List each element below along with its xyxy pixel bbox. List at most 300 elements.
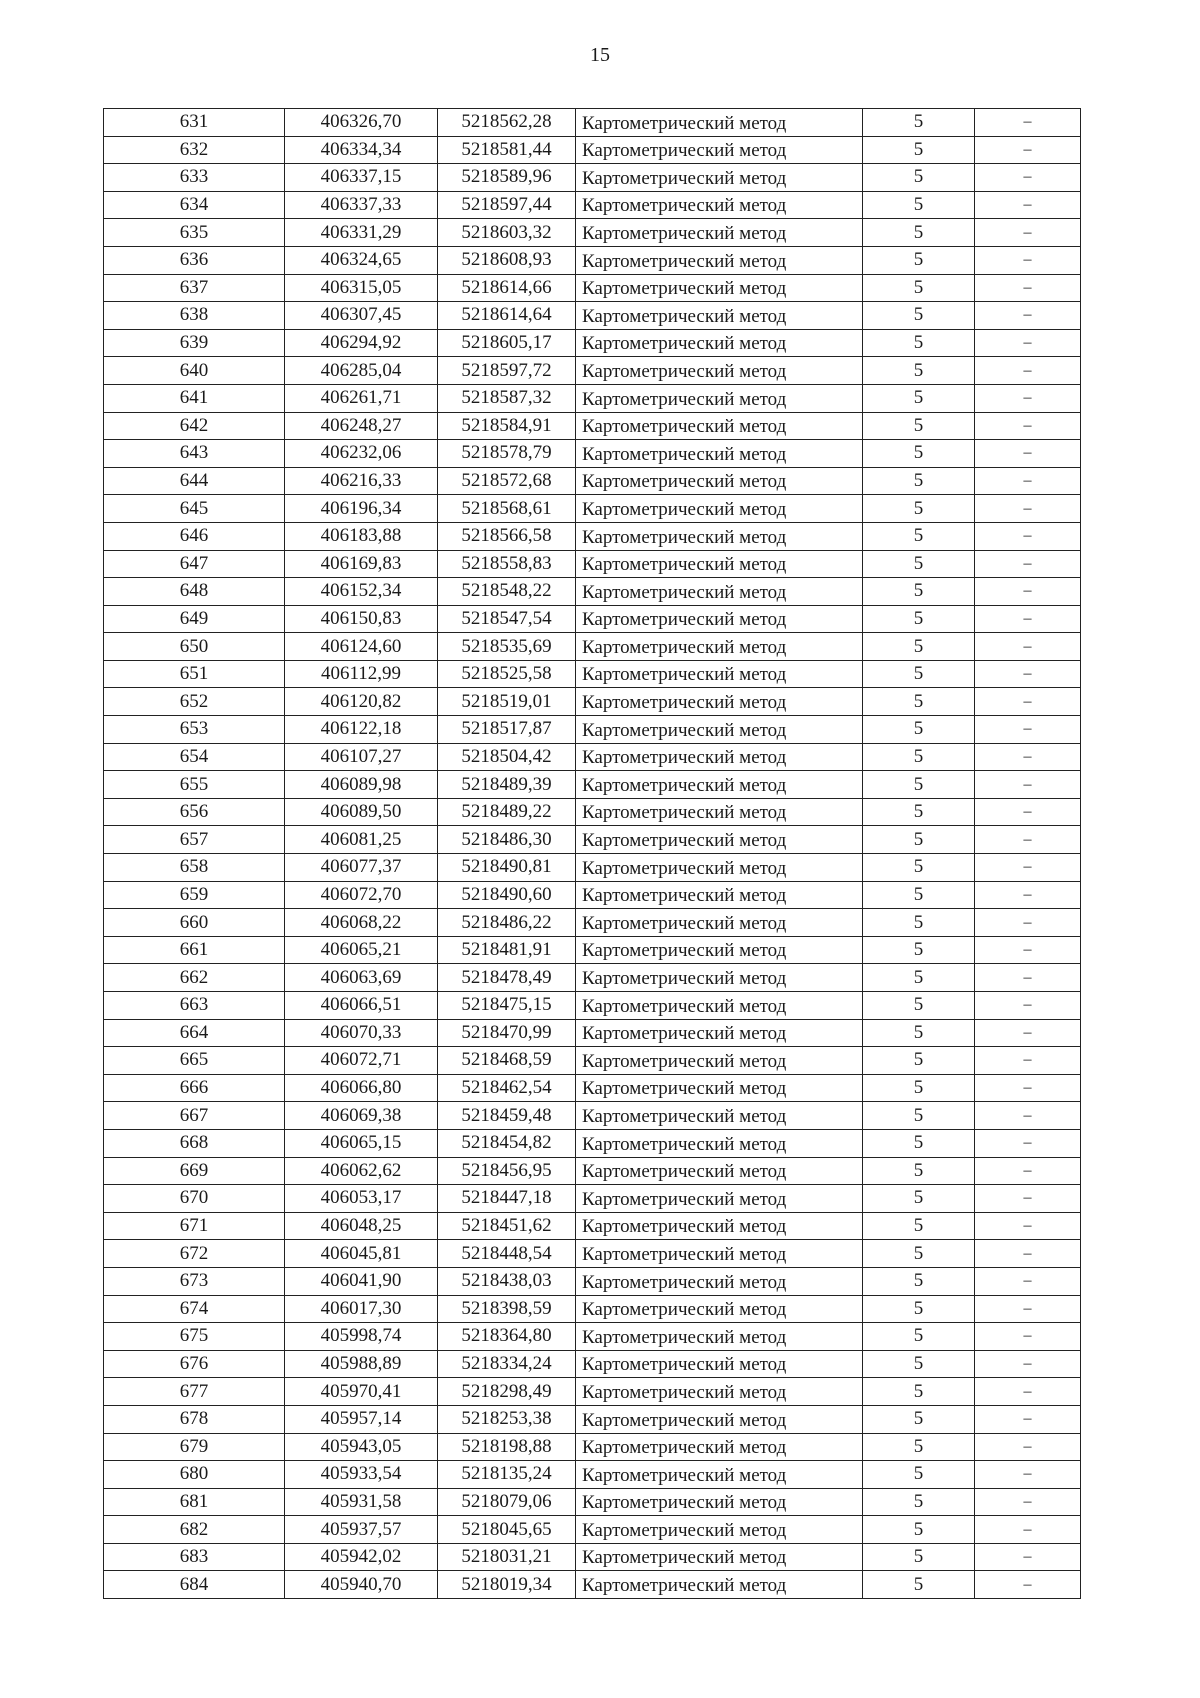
method-cell: Картометрический метод — [576, 578, 863, 606]
accuracy-cell: 5 — [863, 743, 975, 771]
x-coordinate-cell: 406248,27 — [285, 412, 438, 440]
x-coordinate-cell: 405931,58 — [285, 1488, 438, 1516]
y-coordinate-cell: 5218535,69 — [438, 633, 576, 661]
accuracy-cell: 5 — [863, 246, 975, 274]
point-number-cell: 662 — [104, 964, 285, 992]
table-row — [104, 688, 1081, 716]
x-coordinate-cell: 406307,45 — [285, 302, 438, 330]
note-cell: – — [975, 1323, 1081, 1351]
table-row — [104, 1074, 1081, 1102]
point-number-cell: 676 — [104, 1350, 285, 1378]
x-coordinate-cell: 405940,70 — [285, 1571, 438, 1599]
accuracy-cell: 5 — [863, 412, 975, 440]
point-number-cell: 637 — [104, 274, 285, 302]
accuracy-cell: 5 — [863, 1185, 975, 1213]
x-coordinate-cell: 406070,33 — [285, 1019, 438, 1047]
table-row — [104, 1267, 1081, 1295]
note-cell: – — [975, 1019, 1081, 1047]
point-number-cell: 670 — [104, 1185, 285, 1213]
accuracy-cell: 5 — [863, 1571, 975, 1599]
y-coordinate-cell: 5218398,59 — [438, 1295, 576, 1323]
method-cell: Картометрический метод — [576, 384, 863, 412]
method-cell: Картометрический метод — [576, 881, 863, 909]
x-coordinate-cell: 406045,81 — [285, 1240, 438, 1268]
point-number-cell: 678 — [104, 1405, 285, 1433]
note-cell: – — [975, 246, 1081, 274]
accuracy-cell: 5 — [863, 329, 975, 357]
method-cell: Картометрический метод — [576, 936, 863, 964]
accuracy-cell: 5 — [863, 1047, 975, 1075]
note-cell: – — [975, 1240, 1081, 1268]
note-cell: – — [975, 936, 1081, 964]
x-coordinate-cell: 406053,17 — [285, 1185, 438, 1213]
y-coordinate-cell: 5218490,81 — [438, 854, 576, 882]
x-coordinate-cell: 406331,29 — [285, 219, 438, 247]
accuracy-cell: 5 — [863, 771, 975, 799]
y-coordinate-cell: 5218608,93 — [438, 246, 576, 274]
table-row — [104, 854, 1081, 882]
y-coordinate-cell: 5218364,80 — [438, 1323, 576, 1351]
point-number-cell: 638 — [104, 302, 285, 330]
x-coordinate-cell: 405970,41 — [285, 1378, 438, 1406]
note-cell: – — [975, 467, 1081, 495]
point-number-cell: 682 — [104, 1516, 285, 1544]
table-row — [104, 964, 1081, 992]
table-row — [104, 495, 1081, 523]
note-cell: – — [975, 688, 1081, 716]
table-row — [104, 550, 1081, 578]
table-row — [104, 1323, 1081, 1351]
table-row — [104, 1571, 1081, 1599]
accuracy-cell: 5 — [863, 1074, 975, 1102]
note-cell: – — [975, 1405, 1081, 1433]
note-cell: – — [975, 1350, 1081, 1378]
note-cell: – — [975, 1157, 1081, 1185]
table-row — [104, 771, 1081, 799]
point-number-cell: 654 — [104, 743, 285, 771]
table-row — [104, 302, 1081, 330]
x-coordinate-cell: 405942,02 — [285, 1543, 438, 1571]
note-cell: – — [975, 798, 1081, 826]
x-coordinate-cell: 406017,30 — [285, 1295, 438, 1323]
point-number-cell: 642 — [104, 412, 285, 440]
point-number-cell: 635 — [104, 219, 285, 247]
note-cell: – — [975, 1047, 1081, 1075]
method-cell: Картометрический метод — [576, 109, 863, 137]
method-cell: Картометрический метод — [576, 1129, 863, 1157]
method-cell: Картометрический метод — [576, 909, 863, 937]
x-coordinate-cell: 406285,04 — [285, 357, 438, 385]
x-coordinate-cell: 405933,54 — [285, 1461, 438, 1489]
x-coordinate-cell: 406216,33 — [285, 467, 438, 495]
accuracy-cell: 5 — [863, 1516, 975, 1544]
y-coordinate-cell: 5218548,22 — [438, 578, 576, 606]
point-number-cell: 665 — [104, 1047, 285, 1075]
method-cell: Картометрический метод — [576, 964, 863, 992]
point-number-cell: 649 — [104, 605, 285, 633]
y-coordinate-cell: 5218486,30 — [438, 826, 576, 854]
note-cell: – — [975, 1185, 1081, 1213]
y-coordinate-cell: 5218558,83 — [438, 550, 576, 578]
y-coordinate-cell: 5218454,82 — [438, 1129, 576, 1157]
accuracy-cell: 5 — [863, 1323, 975, 1351]
table-row — [104, 191, 1081, 219]
x-coordinate-cell: 405943,05 — [285, 1433, 438, 1461]
table-row — [104, 716, 1081, 744]
table-row — [104, 578, 1081, 606]
x-coordinate-cell: 406183,88 — [285, 522, 438, 550]
x-coordinate-cell: 406069,38 — [285, 1102, 438, 1130]
table-row — [104, 1157, 1081, 1185]
x-coordinate-cell: 406072,70 — [285, 881, 438, 909]
point-number-cell: 632 — [104, 136, 285, 164]
accuracy-cell: 5 — [863, 605, 975, 633]
y-coordinate-cell: 5218597,44 — [438, 191, 576, 219]
note-cell: – — [975, 495, 1081, 523]
x-coordinate-cell: 406324,65 — [285, 246, 438, 274]
accuracy-cell: 5 — [863, 936, 975, 964]
y-coordinate-cell: 5218135,24 — [438, 1461, 576, 1489]
point-number-cell: 646 — [104, 522, 285, 550]
method-cell: Картометрический метод — [576, 357, 863, 385]
point-number-cell: 663 — [104, 992, 285, 1020]
method-cell: Картометрический метод — [576, 246, 863, 274]
point-number-cell: 651 — [104, 660, 285, 688]
y-coordinate-cell: 5218475,15 — [438, 992, 576, 1020]
point-number-cell: 655 — [104, 771, 285, 799]
method-cell: Картометрический метод — [576, 164, 863, 192]
y-coordinate-cell: 5218504,42 — [438, 743, 576, 771]
x-coordinate-cell: 406315,05 — [285, 274, 438, 302]
y-coordinate-cell: 5218578,79 — [438, 440, 576, 468]
method-cell: Картометрический метод — [576, 219, 863, 247]
accuracy-cell: 5 — [863, 1378, 975, 1406]
note-cell: – — [975, 633, 1081, 661]
note-cell: – — [975, 219, 1081, 247]
note-cell: – — [975, 357, 1081, 385]
table-row — [104, 274, 1081, 302]
point-number-cell: 636 — [104, 246, 285, 274]
page-number: 15 — [590, 44, 610, 66]
note-cell: – — [975, 109, 1081, 137]
point-number-cell: 639 — [104, 329, 285, 357]
accuracy-cell: 5 — [863, 688, 975, 716]
point-number-cell: 669 — [104, 1157, 285, 1185]
table-row — [104, 440, 1081, 468]
table-row — [104, 109, 1081, 137]
x-coordinate-cell: 406337,15 — [285, 164, 438, 192]
method-cell: Картометрический метод — [576, 1240, 863, 1268]
y-coordinate-cell: 5218478,49 — [438, 964, 576, 992]
y-coordinate-cell: 5218489,39 — [438, 771, 576, 799]
accuracy-cell: 5 — [863, 522, 975, 550]
point-number-cell: 648 — [104, 578, 285, 606]
method-cell: Картометрический метод — [576, 743, 863, 771]
x-coordinate-cell: 406081,25 — [285, 826, 438, 854]
note-cell: – — [975, 384, 1081, 412]
x-coordinate-cell: 406120,82 — [285, 688, 438, 716]
method-cell: Картометрический метод — [576, 1295, 863, 1323]
table-row — [104, 936, 1081, 964]
note-cell: – — [975, 412, 1081, 440]
accuracy-cell: 5 — [863, 992, 975, 1020]
x-coordinate-cell: 406261,71 — [285, 384, 438, 412]
note-cell: – — [975, 136, 1081, 164]
accuracy-cell: 5 — [863, 1212, 975, 1240]
y-coordinate-cell: 5218451,62 — [438, 1212, 576, 1240]
note-cell: – — [975, 274, 1081, 302]
method-cell: Картометрический метод — [576, 1571, 863, 1599]
x-coordinate-cell: 406048,25 — [285, 1212, 438, 1240]
table-row — [104, 412, 1081, 440]
x-coordinate-cell: 406089,50 — [285, 798, 438, 826]
x-coordinate-cell: 406068,22 — [285, 909, 438, 937]
table-row — [104, 136, 1081, 164]
point-number-cell: 668 — [104, 1129, 285, 1157]
x-coordinate-cell: 405937,57 — [285, 1516, 438, 1544]
table-row — [104, 522, 1081, 550]
x-coordinate-cell: 406122,18 — [285, 716, 438, 744]
note-cell: – — [975, 1267, 1081, 1295]
accuracy-cell: 5 — [863, 1129, 975, 1157]
point-number-cell: 673 — [104, 1267, 285, 1295]
accuracy-cell: 5 — [863, 1405, 975, 1433]
y-coordinate-cell: 5218470,99 — [438, 1019, 576, 1047]
accuracy-cell: 5 — [863, 109, 975, 137]
method-cell: Картометрический метод — [576, 633, 863, 661]
table-row — [104, 909, 1081, 937]
point-number-cell: 640 — [104, 357, 285, 385]
point-number-cell: 647 — [104, 550, 285, 578]
table-row — [104, 1433, 1081, 1461]
y-coordinate-cell: 5218517,87 — [438, 716, 576, 744]
note-cell: – — [975, 964, 1081, 992]
table-row — [104, 798, 1081, 826]
y-coordinate-cell: 5218603,32 — [438, 219, 576, 247]
point-number-cell: 661 — [104, 936, 285, 964]
x-coordinate-cell: 405957,14 — [285, 1405, 438, 1433]
y-coordinate-cell: 5218045,65 — [438, 1516, 576, 1544]
point-number-cell: 659 — [104, 881, 285, 909]
point-number-cell: 677 — [104, 1378, 285, 1406]
point-number-cell: 683 — [104, 1543, 285, 1571]
point-number-cell: 680 — [104, 1461, 285, 1489]
coordinates-table — [103, 108, 1081, 1599]
table-row — [104, 1461, 1081, 1489]
point-number-cell: 672 — [104, 1240, 285, 1268]
y-coordinate-cell: 5218597,72 — [438, 357, 576, 385]
table-row — [104, 357, 1081, 385]
table-row — [104, 633, 1081, 661]
point-number-cell: 656 — [104, 798, 285, 826]
method-cell: Картометрический метод — [576, 1405, 863, 1433]
x-coordinate-cell: 406089,98 — [285, 771, 438, 799]
point-number-cell: 664 — [104, 1019, 285, 1047]
accuracy-cell: 5 — [863, 578, 975, 606]
y-coordinate-cell: 5218614,66 — [438, 274, 576, 302]
note-cell: – — [975, 1074, 1081, 1102]
y-coordinate-cell: 5218568,61 — [438, 495, 576, 523]
table-row — [104, 1240, 1081, 1268]
point-number-cell: 641 — [104, 384, 285, 412]
accuracy-cell: 5 — [863, 495, 975, 523]
accuracy-cell: 5 — [863, 1240, 975, 1268]
method-cell: Картометрический метод — [576, 1212, 863, 1240]
y-coordinate-cell: 5218456,95 — [438, 1157, 576, 1185]
method-cell: Картометрический метод — [576, 522, 863, 550]
method-cell: Картометрический метод — [576, 550, 863, 578]
y-coordinate-cell: 5218614,64 — [438, 302, 576, 330]
note-cell: – — [975, 1488, 1081, 1516]
y-coordinate-cell: 5218547,54 — [438, 605, 576, 633]
note-cell: – — [975, 854, 1081, 882]
x-coordinate-cell: 406063,69 — [285, 964, 438, 992]
point-number-cell: 633 — [104, 164, 285, 192]
table-row — [104, 246, 1081, 274]
x-coordinate-cell: 406041,90 — [285, 1267, 438, 1295]
x-coordinate-cell: 406196,34 — [285, 495, 438, 523]
table-row — [104, 1378, 1081, 1406]
method-cell: Картометрический метод — [576, 660, 863, 688]
point-number-cell: 652 — [104, 688, 285, 716]
note-cell: – — [975, 1212, 1081, 1240]
method-cell: Картометрический метод — [576, 716, 863, 744]
point-number-cell: 653 — [104, 716, 285, 744]
point-number-cell: 671 — [104, 1212, 285, 1240]
note-cell: – — [975, 1378, 1081, 1406]
method-cell: Картометрический метод — [576, 605, 863, 633]
y-coordinate-cell: 5218462,54 — [438, 1074, 576, 1102]
y-coordinate-cell: 5218198,88 — [438, 1433, 576, 1461]
accuracy-cell: 5 — [863, 1433, 975, 1461]
accuracy-cell: 5 — [863, 881, 975, 909]
note-cell: – — [975, 881, 1081, 909]
point-number-cell: 631 — [104, 109, 285, 137]
method-cell: Картометрический метод — [576, 467, 863, 495]
y-coordinate-cell: 5218334,24 — [438, 1350, 576, 1378]
note-cell: – — [975, 302, 1081, 330]
table-row — [104, 1212, 1081, 1240]
point-number-cell: 643 — [104, 440, 285, 468]
note-cell: – — [975, 743, 1081, 771]
y-coordinate-cell: 5218438,03 — [438, 1267, 576, 1295]
x-coordinate-cell: 406150,83 — [285, 605, 438, 633]
x-coordinate-cell: 406062,62 — [285, 1157, 438, 1185]
point-number-cell: 660 — [104, 909, 285, 937]
accuracy-cell: 5 — [863, 1350, 975, 1378]
method-cell: Картометрический метод — [576, 1350, 863, 1378]
table-row — [104, 164, 1081, 192]
y-coordinate-cell: 5218519,01 — [438, 688, 576, 716]
note-cell: – — [975, 605, 1081, 633]
y-coordinate-cell: 5218584,91 — [438, 412, 576, 440]
accuracy-cell: 5 — [863, 660, 975, 688]
table-row — [104, 467, 1081, 495]
accuracy-cell: 5 — [863, 716, 975, 744]
accuracy-cell: 5 — [863, 357, 975, 385]
table-row — [104, 1019, 1081, 1047]
x-coordinate-cell: 406337,33 — [285, 191, 438, 219]
point-number-cell: 644 — [104, 467, 285, 495]
method-cell: Картометрический метод — [576, 1185, 863, 1213]
note-cell: – — [975, 329, 1081, 357]
x-coordinate-cell: 406066,80 — [285, 1074, 438, 1102]
note-cell: – — [975, 771, 1081, 799]
y-coordinate-cell: 5218562,28 — [438, 109, 576, 137]
note-cell: – — [975, 1433, 1081, 1461]
x-coordinate-cell: 405998,74 — [285, 1323, 438, 1351]
accuracy-cell: 5 — [863, 136, 975, 164]
point-number-cell: 634 — [104, 191, 285, 219]
point-number-cell: 681 — [104, 1488, 285, 1516]
x-coordinate-cell: 406072,71 — [285, 1047, 438, 1075]
note-cell: – — [975, 1543, 1081, 1571]
y-coordinate-cell: 5218587,32 — [438, 384, 576, 412]
note-cell: – — [975, 440, 1081, 468]
accuracy-cell: 5 — [863, 1488, 975, 1516]
method-cell: Картометрический метод — [576, 1488, 863, 1516]
method-cell: Картометрический метод — [576, 688, 863, 716]
table-row — [104, 1295, 1081, 1323]
x-coordinate-cell: 406112,99 — [285, 660, 438, 688]
point-number-cell: 650 — [104, 633, 285, 661]
y-coordinate-cell: 5218448,54 — [438, 1240, 576, 1268]
y-coordinate-cell: 5218605,17 — [438, 329, 576, 357]
y-coordinate-cell: 5218459,48 — [438, 1102, 576, 1130]
x-coordinate-cell: 406169,83 — [285, 550, 438, 578]
y-coordinate-cell: 5218489,22 — [438, 798, 576, 826]
accuracy-cell: 5 — [863, 1157, 975, 1185]
y-coordinate-cell: 5218486,22 — [438, 909, 576, 937]
accuracy-cell: 5 — [863, 302, 975, 330]
method-cell: Картометрический метод — [576, 771, 863, 799]
x-coordinate-cell: 406065,15 — [285, 1129, 438, 1157]
y-coordinate-cell: 5218490,60 — [438, 881, 576, 909]
table-row — [104, 219, 1081, 247]
method-cell: Картометрический метод — [576, 1074, 863, 1102]
method-cell: Картометрический метод — [576, 440, 863, 468]
x-coordinate-cell: 406294,92 — [285, 329, 438, 357]
table-row — [104, 605, 1081, 633]
accuracy-cell: 5 — [863, 826, 975, 854]
x-coordinate-cell: 406152,34 — [285, 578, 438, 606]
y-coordinate-cell: 5218566,58 — [438, 522, 576, 550]
method-cell: Картометрический метод — [576, 1516, 863, 1544]
x-coordinate-cell: 406066,51 — [285, 992, 438, 1020]
accuracy-cell: 5 — [863, 1543, 975, 1571]
method-cell: Картометрический метод — [576, 854, 863, 882]
method-cell: Картометрический метод — [576, 302, 863, 330]
note-cell: – — [975, 716, 1081, 744]
point-number-cell: 674 — [104, 1295, 285, 1323]
x-coordinate-cell: 406077,37 — [285, 854, 438, 882]
accuracy-cell: 5 — [863, 854, 975, 882]
accuracy-cell: 5 — [863, 274, 975, 302]
note-cell: – — [975, 1516, 1081, 1544]
table-row — [104, 1350, 1081, 1378]
method-cell: Картометрический метод — [576, 1102, 863, 1130]
y-coordinate-cell: 5218079,06 — [438, 1488, 576, 1516]
accuracy-cell: 5 — [863, 1295, 975, 1323]
point-number-cell: 658 — [104, 854, 285, 882]
method-cell: Картометрический метод — [576, 329, 863, 357]
accuracy-cell: 5 — [863, 964, 975, 992]
table-row — [104, 1129, 1081, 1157]
table-row — [104, 1516, 1081, 1544]
method-cell: Картометрический метод — [576, 1433, 863, 1461]
point-number-cell: 684 — [104, 1571, 285, 1599]
table-row — [104, 1543, 1081, 1571]
